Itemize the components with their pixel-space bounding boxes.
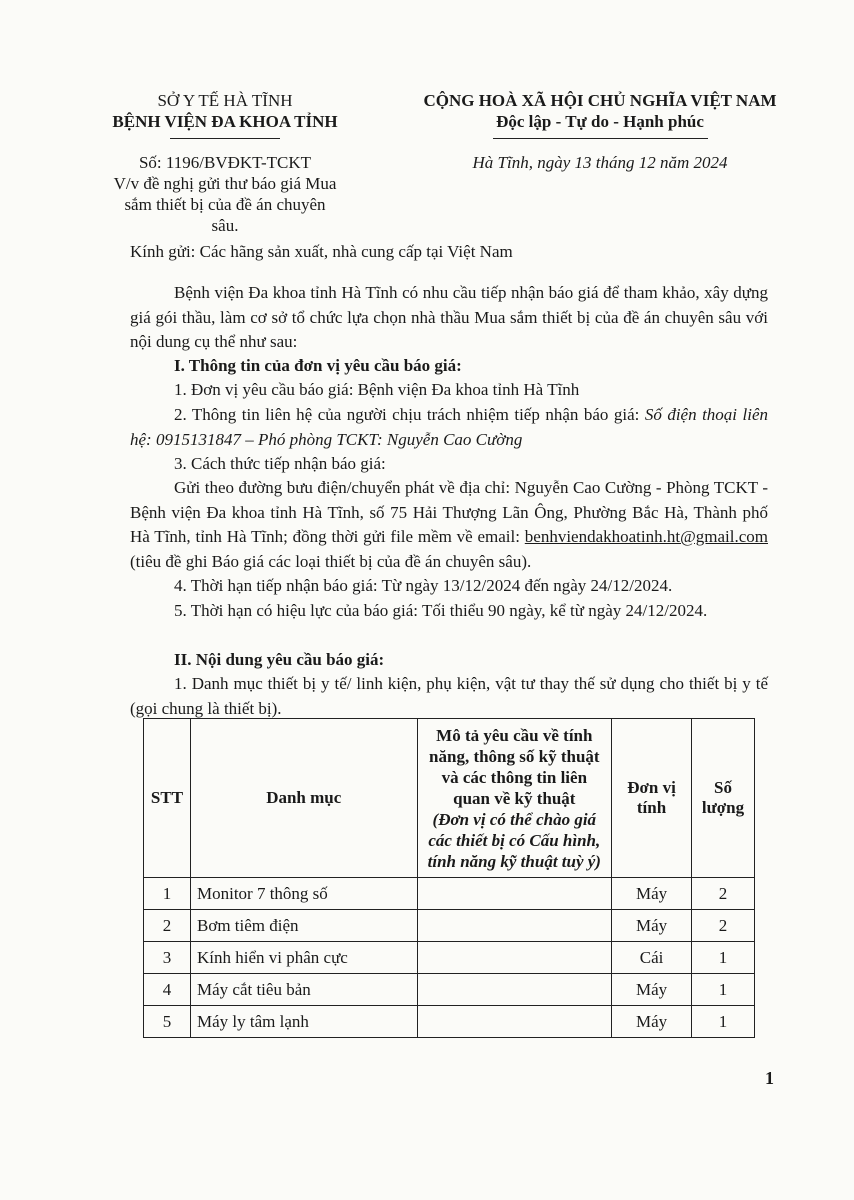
subject-line: sắm thiết bị của đề án chuyên sâu.	[124, 195, 326, 235]
header-desc: Mô tả yêu cầu về tính năng, thông số kỹ thuật và các thông tin liên quan về kỹ thuật (Đơn vị có thể chào giá các thiết bị có Cấu hình, tính năng kỹ thuật tuỳ ý)	[417, 719, 612, 878]
header-stt: STT	[144, 719, 191, 878]
header-qty: Số lượng	[691, 719, 754, 878]
email-link[interactable]: benhviendakhoatinh.ht@gmail.com	[524, 527, 768, 546]
table-row: 2 Bơm tiêm điện Máy 2	[144, 910, 755, 942]
item-4: 4. Thời hạn tiếp nhận báo giá: Từ ngày 13/12/2024 đến ngày 24/12/2024.	[174, 576, 673, 595]
hospital-name: BỆNH VIỆN ĐA KHOA TỈNH	[112, 112, 338, 131]
item-3-text: Gửi theo đường bưu điện/chuyển phát về địa chỉ: Nguyễn Cao Cường - Phòng TCKT - Bệnh viện Đa khoa tỉnh Hà Tĩnh, số 75 Hải Thượng Lãn Ông, Phường Bắc Hà, Thành phố Hà Tĩnh, tỉnh Hà Tĩnh; đồng thời gửi file mềm về email: benhviendakhoatinh.ht@gmail.com (tiêu đề ghi Báo giá các loại thiết bị của đề án chuyên sâu).	[130, 478, 768, 571]
section-1-title: I. Thông tin của đơn vị yêu cầu báo giá:	[174, 356, 462, 375]
table-row: 1 Monitor 7 thông số Máy 2	[144, 878, 755, 910]
item-1: 1. Đơn vị yêu cầu báo giá: Bệnh viện Đa khoa tỉnh Hà Tĩnh	[174, 380, 580, 399]
issuer-block	[110, 90, 340, 236]
item-3: 3. Cách thức tiếp nhận báo giá:	[174, 454, 386, 473]
equipment-table	[143, 718, 755, 1038]
divider	[493, 138, 708, 139]
nation-title: CỘNG HOÀ XÃ HỘI CHỦ NGHĨA VIỆT NAM	[423, 91, 777, 110]
section-2-item-1: 1. Danh mục thiết bị y tế/ linh kiện, phụ kiện, vật tư thay thế sử dụng cho thiết bị y tế (gọi chung là thiết bị).	[130, 674, 768, 718]
table-header-row	[144, 719, 755, 878]
table-row: 3 Kính hiển vi phân cực Cái 1	[144, 942, 755, 974]
item-5: 5. Thời hạn có hiệu lực của báo giá: Tối thiểu 90 ngày, kể từ ngày 24/12/2024.	[174, 601, 708, 620]
place-date: Hà Tĩnh, ngày 13 tháng 12 năm 2024	[472, 153, 728, 172]
recipient: Kính gửi: Các hãng sản xuất, nhà cung cấp tại Việt Nam	[130, 242, 513, 261]
doc-number: Số: 1196/BVĐKT-TCKT	[138, 153, 312, 172]
intro-paragraph: Bệnh viện Đa khoa tỉnh Hà Tĩnh có nhu cầu tiếp nhận báo giá để tham khảo, xây dựng giá gói thầu, làm cơ sở tổ chức lựa chọn nhà thầu Mua sắm thiết bị của đề án chuyên sâu với nội dung cụ thể như sau:	[130, 283, 768, 351]
nation-block	[400, 90, 800, 173]
header-unit: Đơn vị tính	[612, 719, 692, 878]
subject-line: V/v đề nghị gửi thư báo giá Mua	[113, 174, 337, 193]
item-2: 2. Thông tin liên hệ của người chịu trách nhiệm tiếp nhận báo giá: Số điện thoại liên hệ: 0915131847 – Phó phòng TCKT: Nguyễn Cao Cường	[130, 405, 768, 449]
page-number: 1	[765, 1068, 774, 1088]
agency-name: SỞ Y TẾ HÀ TĨNH	[157, 91, 293, 110]
table-row: 4 Máy cắt tiêu bản Máy 1	[144, 974, 755, 1006]
divider	[170, 138, 280, 139]
table-row: 5 Máy ly tâm lạnh Máy 1	[144, 1006, 755, 1038]
header-name: Danh mục	[190, 719, 417, 878]
section-2-title: II. Nội dung yêu cầu báo giá:	[174, 650, 385, 669]
motto: Độc lập - Tự do - Hạnh phúc	[496, 112, 704, 131]
